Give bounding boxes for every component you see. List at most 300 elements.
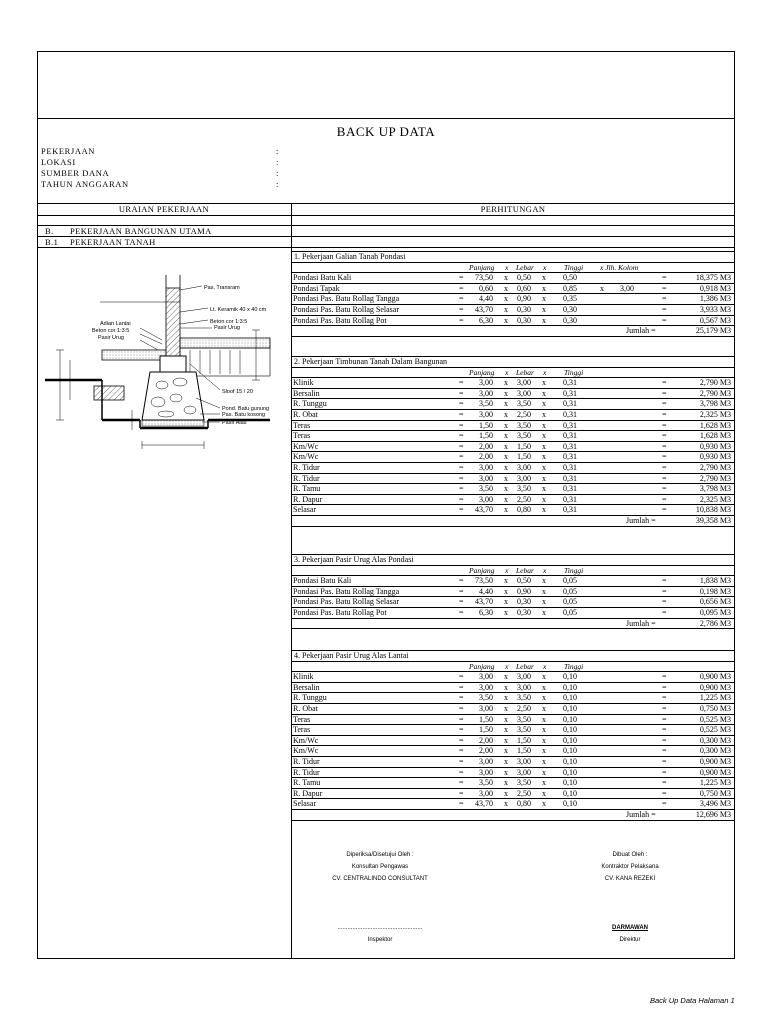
label-pond-batu: Pond. Batu gunung: [222, 406, 270, 412]
operator: x: [542, 757, 546, 766]
cell-t: 0,10: [563, 672, 577, 682]
operator: x: [542, 431, 546, 441]
cell-r: 0,198 M3: [699, 586, 731, 596]
cell-r: 0,525 M3: [699, 725, 731, 735]
operator: =: [459, 294, 464, 304]
jumlah-row: [293, 810, 733, 820]
cell-r: 0,525 M3: [699, 714, 731, 724]
cell-p: 43,70: [475, 597, 493, 607]
cell-name: Selasar: [293, 505, 317, 515]
cell-r: 0,567 M3: [699, 315, 731, 325]
cell-t: 0,31: [563, 388, 577, 398]
operator: =: [459, 597, 464, 607]
operator: x: [504, 273, 508, 283]
table-row: [293, 672, 733, 682]
col-header-uraian: URAIAN PEKERJAAN: [118, 204, 210, 214]
col-header-x: x: [505, 565, 509, 575]
sig-right-name: DARMAWAN: [612, 925, 648, 931]
meta-colon: :: [276, 179, 279, 189]
operator: x: [504, 431, 508, 441]
operator: =: [662, 757, 667, 766]
meta-colon: :: [276, 146, 279, 156]
cell-l: 0,90: [517, 294, 531, 304]
operator: =: [459, 484, 464, 494]
col-header-tinggi: Tinggi: [564, 661, 584, 671]
cell-name: R. Tamu: [293, 778, 321, 788]
table-row: [293, 693, 733, 703]
col-header-tinggi: Tinggi: [564, 367, 584, 377]
operator: =: [662, 431, 667, 441]
col-header-lebar: Lebar: [516, 565, 534, 575]
operator: =: [459, 420, 464, 430]
operator: x: [542, 576, 546, 586]
label-keramik: Lt. Keramik 40 x 40 cm: [210, 307, 267, 313]
cell-t: 0,10: [563, 778, 577, 788]
col-header-lebar: Lebar: [516, 262, 534, 272]
operator: x: [504, 735, 508, 745]
operator: =: [459, 693, 464, 703]
cell-name: Teras: [293, 431, 311, 441]
cell-t: 0,85: [563, 283, 577, 293]
table-row: [293, 484, 733, 494]
cell-k: 3,00: [620, 283, 634, 293]
cell-t: 0,31: [563, 399, 577, 409]
cell-name: Km/Wc: [293, 735, 319, 745]
operator: =: [459, 388, 464, 398]
sig-right-line1: Dibuat Oleh :: [612, 852, 648, 858]
cell-r: 1,225 M3: [699, 778, 731, 788]
operator: =: [459, 714, 464, 724]
jumlah-row: [293, 326, 733, 336]
operator: x: [600, 283, 604, 293]
operator: =: [662, 410, 667, 419]
cell-r: 1,225 M3: [699, 693, 731, 703]
label-pasir-urug: Pasir Urug: [214, 325, 240, 331]
operator: =: [662, 799, 667, 809]
operator: =: [662, 315, 667, 325]
cell-t: 0,31: [563, 505, 577, 515]
operator: =: [459, 608, 464, 617]
col-header-panjang: Panjang: [469, 661, 495, 671]
cell-t: 0,10: [563, 704, 577, 713]
cell-t: 0,50: [563, 273, 577, 283]
operator: =: [459, 431, 464, 441]
table-row: [293, 799, 733, 809]
cell-l: 3,00: [517, 378, 531, 388]
operator: x: [542, 608, 546, 617]
col-header-x: x: [505, 262, 509, 272]
cell-l: 3,50: [517, 431, 531, 441]
cell-p: 2,00: [479, 735, 493, 745]
operator: =: [459, 273, 464, 283]
cell-l: 0,30: [517, 315, 531, 325]
operator: x: [542, 294, 546, 304]
cell-l: 1,50: [517, 452, 531, 462]
operator: x: [542, 494, 546, 504]
cell-p: 43,70: [475, 505, 493, 515]
operator: =: [459, 463, 464, 472]
operator: x: [504, 682, 508, 692]
cell-name: Km/Wc: [293, 746, 319, 756]
cell-l: 2,50: [517, 410, 531, 419]
col-header-x: x: [543, 661, 547, 671]
operator: =: [459, 586, 464, 596]
cell-r: 10,838 M3: [695, 505, 731, 515]
operator: =: [459, 305, 464, 314]
cell-l: 0,50: [517, 576, 531, 586]
operator: x: [504, 693, 508, 703]
operator: x: [542, 420, 546, 430]
cell-t: 0,10: [563, 746, 577, 756]
operator: x: [504, 452, 508, 462]
operator: x: [542, 399, 546, 409]
jumlah-label: Jumlah =: [626, 618, 656, 628]
operator: =: [662, 608, 667, 617]
table-row: [293, 736, 733, 746]
cell-l: 0,90: [517, 586, 531, 596]
table-row: [293, 576, 733, 586]
cell-t: 0,31: [563, 410, 577, 419]
table-row: [293, 305, 733, 315]
cell-l: 0,30: [517, 608, 531, 617]
cell-name: R. Tunggu: [293, 399, 327, 409]
cell-p: 3,00: [479, 388, 493, 398]
label-pasir-urug-left: Pasir Urug: [98, 335, 124, 341]
cell-l: 0,30: [517, 597, 531, 607]
operator: =: [459, 725, 464, 735]
operator: x: [504, 767, 508, 777]
cell-t: 0,31: [563, 494, 577, 504]
cell-r: 2,790 M3: [699, 463, 731, 472]
table-row: [293, 316, 733, 326]
sig-right-line2: Kontraktor Pelaksana: [601, 864, 659, 870]
cell-p: 3,50: [479, 399, 493, 409]
operator: =: [459, 757, 464, 766]
cell-t: 0,10: [563, 799, 577, 809]
jumlah-label: Jumlah =: [626, 326, 656, 336]
cell-name: R. Dapur: [293, 494, 323, 504]
cell-p: 4,40: [479, 586, 493, 596]
table-row: [293, 442, 733, 452]
cell-p: 1,50: [479, 420, 493, 430]
col-header-tinggi: Tinggi: [564, 262, 584, 272]
cell-t: 0,10: [563, 693, 577, 703]
cell-p: 3,50: [479, 484, 493, 494]
operator: =: [662, 788, 667, 798]
table-row: [293, 768, 733, 778]
cell-name: R. Tidur: [293, 463, 320, 472]
cell-r: 0,300 M3: [699, 735, 731, 745]
cell-p: 43,70: [475, 799, 493, 809]
cell-p: 43,70: [475, 305, 493, 314]
operator: x: [542, 746, 546, 756]
table-row: [293, 399, 733, 409]
cell-r: 0,930 M3: [699, 452, 731, 462]
table-row: [293, 495, 733, 505]
operator: x: [504, 420, 508, 430]
cell-r: 3,798 M3: [699, 399, 731, 409]
floor-slab: [180, 338, 270, 348]
cell-name: Teras: [293, 420, 311, 430]
section-title: 3. Pekerjaan Pasir Urug Alas Pondasi: [294, 555, 414, 564]
cell-p: 2,00: [479, 441, 493, 451]
jumlah-label: Jumlah =: [626, 516, 656, 525]
operator: x: [504, 399, 508, 409]
operator: x: [542, 410, 546, 419]
cell-p: 3,50: [479, 693, 493, 703]
cell-p: 3,00: [479, 704, 493, 713]
operator: x: [542, 682, 546, 692]
col-header-tinggi: Tinggi: [564, 565, 584, 575]
column-headers: [293, 368, 733, 378]
cell-name: R. Obat: [293, 410, 318, 419]
operator: x: [542, 767, 546, 777]
cell-name: R. Obat: [293, 704, 318, 713]
row-rule: [291, 628, 735, 629]
col-header-x: x: [543, 262, 547, 272]
row-rule: [291, 336, 735, 337]
cell-l: 1,50: [517, 441, 531, 451]
cell-t: 0,10: [563, 767, 577, 777]
section-title: 1. Pekerjaan Galian Tanah Pondasi: [294, 252, 406, 261]
cell-p: 73,50: [475, 273, 493, 283]
operator: x: [542, 452, 546, 462]
cell-r: 3,496 M3: [699, 799, 731, 809]
operator: x: [504, 608, 508, 617]
cell-l: 0,60: [517, 283, 531, 293]
cell-p: 3,00: [479, 788, 493, 798]
table-row: [293, 273, 733, 283]
cell-r: 3,798 M3: [699, 484, 731, 494]
operator: =: [662, 273, 667, 283]
sig-left-line2: Konsultan Pengawas: [351, 864, 409, 870]
cell-name: Klinik: [293, 672, 314, 682]
cell-t: 0,05: [563, 597, 577, 607]
cell-p: 3,00: [479, 767, 493, 777]
operator: x: [542, 473, 546, 483]
operator: =: [662, 473, 667, 483]
jumlah-value: 39,358 M3: [695, 516, 731, 525]
operator: =: [662, 399, 667, 409]
cell-r: 1,386 M3: [699, 294, 731, 304]
cell-l: 3,00: [517, 757, 531, 766]
table-row: [293, 431, 733, 441]
cell-p: 3,00: [479, 473, 493, 483]
col-header-panjang: Panjang: [469, 565, 495, 575]
operator: x: [504, 586, 508, 596]
cell-r: 2,325 M3: [699, 494, 731, 504]
col-header-x: x: [505, 661, 509, 671]
operator: =: [459, 767, 464, 777]
section-title: 2. Pekerjaan Timbunan Tanah Dalam Bangunan: [294, 357, 448, 366]
operator: =: [662, 484, 667, 494]
operator: =: [662, 305, 667, 314]
cell-r: 0,095 M3: [699, 608, 731, 617]
col-header-lebar: Lebar: [516, 661, 534, 671]
cell-name: Pondasi Batu Kali: [293, 273, 352, 283]
operator: =: [662, 735, 667, 745]
operator: x: [542, 484, 546, 494]
operator: x: [542, 586, 546, 596]
operator: =: [459, 399, 464, 409]
operator: =: [459, 505, 464, 515]
cell-l: 3,00: [517, 463, 531, 472]
col-header-x: x: [543, 565, 547, 575]
col-header-jlh: x Jlh. Kolom: [600, 262, 639, 272]
cell-p: 3,00: [479, 672, 493, 682]
operator: x: [542, 597, 546, 607]
col-header-x: x: [543, 367, 547, 377]
cell-r: 2,790 M3: [699, 388, 731, 398]
header-divider: [37, 118, 735, 119]
label-aduan-lantai: Adian Lantai: [100, 321, 131, 327]
label-pas-transram: Pas. Transram: [204, 285, 240, 291]
cell-r: 0,900 M3: [699, 682, 731, 692]
cell-p: 73,50: [475, 576, 493, 586]
operator: =: [662, 586, 667, 596]
cell-name: Pondasi Pas. Batu Rollag Pot: [293, 315, 387, 325]
cell-p: 3,00: [479, 378, 493, 388]
operator: x: [542, 505, 546, 515]
table-row: [293, 683, 733, 693]
meta-sumber-dana: SUMBER DANA: [41, 168, 110, 178]
operator: x: [542, 672, 546, 682]
operator: x: [504, 757, 508, 766]
table-row: [293, 421, 733, 431]
sig-left-line3: CV. CENTRALINDO CONSULTANT: [332, 876, 428, 882]
cell-l: 3,00: [517, 767, 531, 777]
cell-p: 4,40: [479, 294, 493, 304]
operator: =: [662, 294, 667, 304]
operator: =: [662, 693, 667, 703]
operator: =: [662, 505, 667, 515]
cell-t: 0,10: [563, 788, 577, 798]
row-rule: [291, 820, 735, 821]
operator: =: [662, 463, 667, 472]
cell-name: Bersalin: [293, 388, 320, 398]
cell-l: 3,50: [517, 420, 531, 430]
operator: =: [662, 283, 667, 293]
col-header-divider: [37, 215, 735, 216]
operator: x: [504, 505, 508, 515]
table-row: [293, 608, 733, 618]
cell-t: 0,31: [563, 431, 577, 441]
cell-l: 3,50: [517, 484, 531, 494]
table-row: [293, 463, 733, 473]
operator: x: [504, 704, 508, 713]
cell-l: 3,50: [517, 778, 531, 788]
cell-p: 3,00: [479, 757, 493, 766]
sig-left-role: Inspektor: [367, 937, 393, 943]
cell-p: 3,00: [479, 494, 493, 504]
cell-p: 1,50: [479, 431, 493, 441]
cell-r: 1,628 M3: [699, 420, 731, 430]
operator: x: [504, 746, 508, 756]
cell-r: 0,750 M3: [699, 788, 731, 798]
cell-l: 0,80: [517, 799, 531, 809]
operator: x: [542, 725, 546, 735]
operator: x: [542, 788, 546, 798]
cell-name: R. Tidur: [293, 473, 320, 483]
row-divider-body: [37, 247, 735, 248]
operator: =: [662, 576, 667, 586]
cell-l: 1,50: [517, 746, 531, 756]
operator: =: [662, 672, 667, 682]
col-header-panjang: Panjang: [469, 262, 495, 272]
operator: =: [459, 735, 464, 745]
column-divider: [291, 203, 292, 959]
operator: x: [504, 283, 508, 293]
operator: =: [459, 704, 464, 713]
cell-p: 3,00: [479, 682, 493, 692]
row-rule: [291, 526, 735, 527]
operator: =: [662, 378, 667, 388]
cell-name: Teras: [293, 714, 311, 724]
cell-r: 0,300 M3: [699, 746, 731, 756]
table-row: [293, 725, 733, 735]
operator: =: [662, 682, 667, 692]
operator: x: [542, 735, 546, 745]
operator: x: [542, 463, 546, 472]
section-b-code: B.: [45, 226, 54, 236]
operator: x: [504, 388, 508, 398]
cell-r: 2,325 M3: [699, 410, 731, 419]
cell-name: Pondasi Pas. Batu Rollag Selasar: [293, 305, 399, 314]
operator: x: [504, 672, 508, 682]
jumlah-value: 25,179 M3: [695, 326, 731, 336]
cell-r: 1,838 M3: [699, 576, 731, 586]
operator: x: [504, 494, 508, 504]
cell-name: R. Tidur: [293, 757, 320, 766]
cell-t: 0,31: [563, 484, 577, 494]
operator: =: [662, 704, 667, 713]
jumlah-value: 2,786 M3: [699, 618, 731, 628]
cell-l: 1,50: [517, 735, 531, 745]
table-row: [293, 746, 733, 756]
cell-p: 6,30: [479, 315, 493, 325]
cell-t: 0,10: [563, 735, 577, 745]
operator: =: [459, 799, 464, 809]
operator: =: [459, 283, 464, 293]
cell-name: R. Tamu: [293, 484, 321, 494]
cell-t: 0,31: [563, 420, 577, 430]
operator: x: [504, 576, 508, 586]
operator: =: [459, 672, 464, 682]
operator: x: [542, 378, 546, 388]
cell-name: Klinik: [293, 378, 314, 388]
table-row: [293, 389, 733, 399]
jumlah-value: 12,696 M3: [695, 810, 731, 819]
operator: x: [504, 410, 508, 419]
label-sloof: Sloof 15 / 20: [222, 389, 253, 395]
table-row: [293, 715, 733, 725]
column-headers: [293, 662, 733, 672]
cell-l: 2,50: [517, 494, 531, 504]
cell-name: Pondasi Pas. Batu Rollag Pot: [293, 608, 387, 617]
cell-p: 3,00: [479, 410, 493, 419]
cell-r: 2,790 M3: [699, 378, 731, 388]
operator: x: [542, 388, 546, 398]
table-row: [293, 789, 733, 799]
cell-t: 0,10: [563, 757, 577, 766]
cell-name: Km/Wc: [293, 441, 319, 451]
operator: =: [662, 725, 667, 735]
operator: =: [459, 778, 464, 788]
cell-r: 2,790 M3: [699, 473, 731, 483]
cell-p: 0,60: [479, 283, 493, 293]
cell-p: 1,50: [479, 714, 493, 724]
cell-name: Pondasi Pas. Batu Rollag Tangga: [293, 586, 400, 596]
